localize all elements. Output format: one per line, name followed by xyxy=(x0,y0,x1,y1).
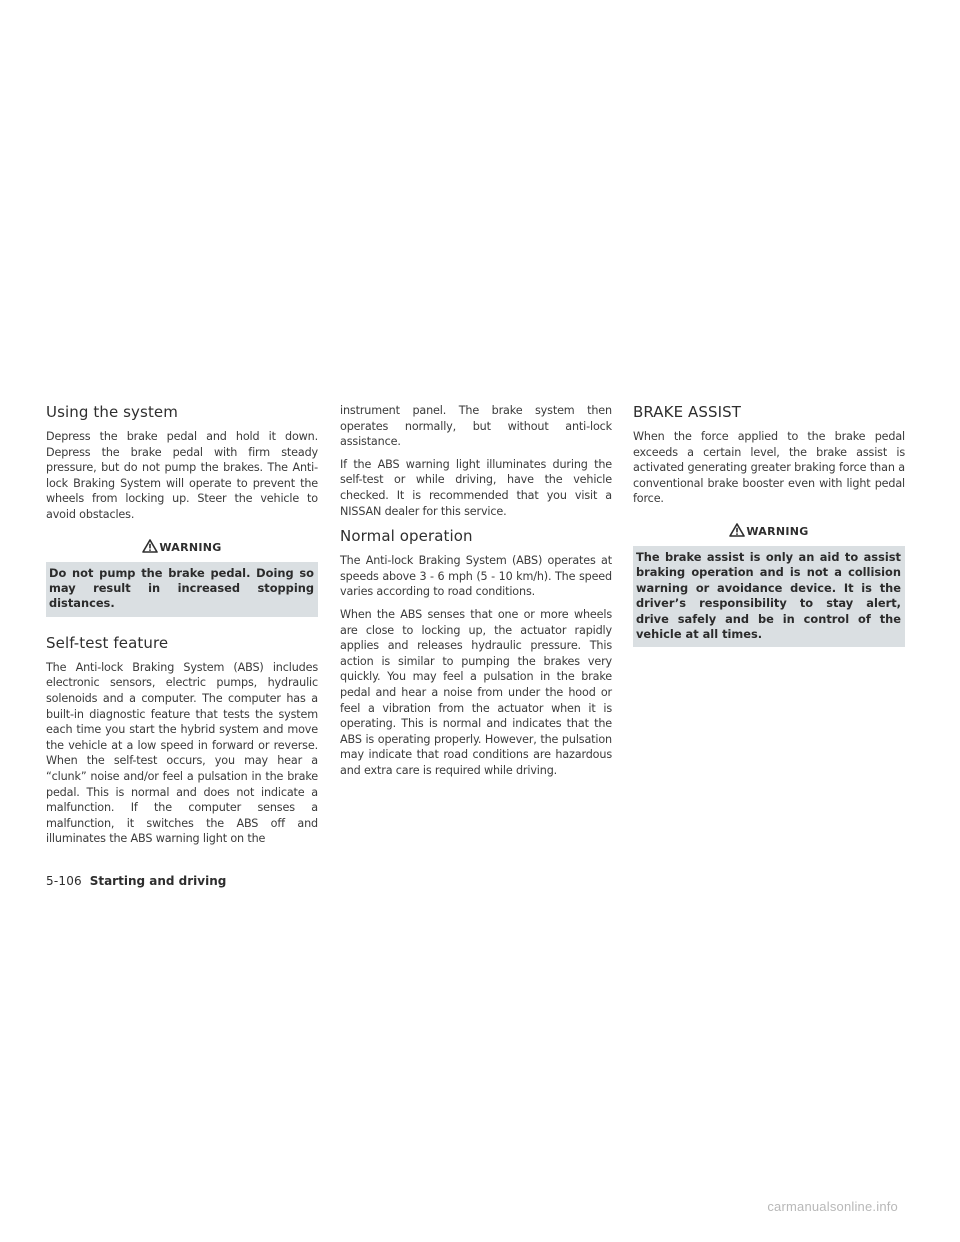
watermark-link[interactable]: carmanualsonline.info xyxy=(767,1199,898,1214)
paragraph-abs-warning-light: If the ABS warning light illuminates during the self-test or while driving, have the vehicle checked. It is recommended that you visit a NISSAN dealer for this service. xyxy=(340,457,612,518)
warning-triangle-icon xyxy=(729,523,745,537)
column-middle xyxy=(340,403,612,785)
paragraph-abs-speeds: The Anti-lock Braking System (ABS) operates at speeds above 3 - 6 mph (5 - 10 km/h). The speed varies according to road conditions. xyxy=(340,554,612,599)
paragraph-instrument-panel: instrument panel. The brake system then operates normally, but without anti-lock assistance. xyxy=(340,404,612,449)
paragraph-abs-senses: When the ABS senses that one or more wheels are close to locking up, the actuator rapidly applies and releases hydraulic pressure. This action is similar to pumping the brakes very quickly. You may feel a pulsation in the brake pedal and hear a noise from under the hood or feel a vibration from the actuator when it is operating. This is normal and indicates that the ABS is operating properly. However, the pulsation may indicate that road conditions are hazardous and extra care is required while driving. xyxy=(340,607,612,777)
warning-block-pump xyxy=(46,539,318,617)
warning-triangle-icon xyxy=(142,539,158,553)
section-title: Starting and driving xyxy=(89,874,227,888)
warning-title-text: WARNING xyxy=(159,540,222,554)
warning-title xyxy=(633,523,905,540)
page-footer xyxy=(46,874,226,888)
warning-title xyxy=(46,539,318,556)
warning-text-box: Do not pump the brake pedal. Doing so may result in increased stopping distances. xyxy=(46,562,318,617)
paragraph-brake-assist: When the force applied to the brake pedal exceeds a certain level, the brake assist is activated generating greater braking force than a conventional brake booster even with light pedal force. xyxy=(633,430,905,506)
heading-normal-operation: Normal operation xyxy=(340,527,473,546)
column-left xyxy=(46,402,318,854)
warning-block-brake-assist xyxy=(633,523,905,647)
heading-self-test-feature: Self-test feature xyxy=(46,633,169,652)
warning-text-box: The brake assist is only an aid to assist braking operation and is not a collision warning or avoidance device. It is the driver’s responsibility to stay alert, drive safely and be in control of the vehicle at all times. xyxy=(633,546,905,647)
paragraph-self-test: The Anti-lock Braking System (ABS) includes electronic sensors, electric pumps, hydraulic solenoids and a computer. The computer has a built-in diagnostic feature that tests the system each time you start the hybrid system and move the vehicle at a low speed in forward or reverse. When the self-test occurs, you may hear a “clunk” noise and/or feel a pulsation in the brake pedal. This is normal and does not indicate a malfunction. If the computer senses a malfunction, it switches the ABS off and illuminates the ABS warning light on the xyxy=(46,660,318,846)
page-number: 5-106 xyxy=(46,874,82,888)
heading-using-the-system: Using the system xyxy=(46,403,178,421)
heading-brake-assist: BRAKE ASSIST xyxy=(633,403,742,421)
column-right xyxy=(633,402,905,663)
warning-title-text: WARNING xyxy=(746,524,809,538)
paragraph-using-system: Depress the brake pedal and hold it down. Depress the brake pedal with firm steady pressure, but do not pump the brakes. The Anti-lock Braking System will operate to prevent the wheels from locking up. Steer the vehicle to avoid obstacles. xyxy=(46,430,318,521)
